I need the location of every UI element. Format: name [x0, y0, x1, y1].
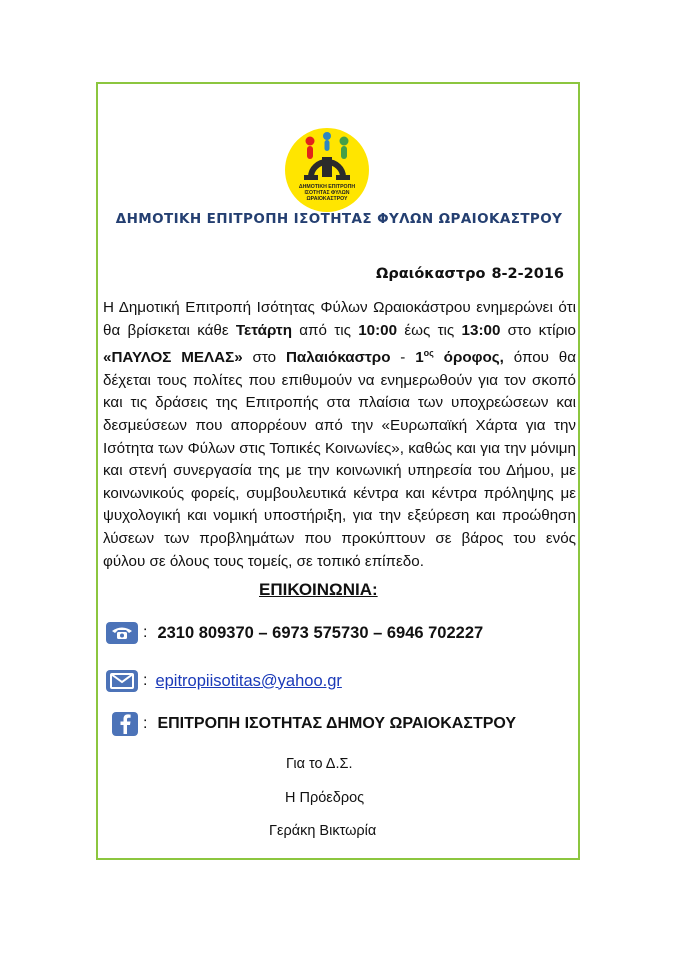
body-from-word: από τις	[291, 321, 359, 339]
email-link[interactable]: epitropiisotitas@yahoo.gr	[155, 671, 342, 690]
body-time-end: 13:00	[461, 321, 501, 339]
body-to-word: έως τις	[397, 321, 462, 339]
signature-name: Γεράκη Βικτωρία	[269, 823, 377, 839]
body-floor-suffix: ος	[423, 348, 434, 359]
body-at-place: στο	[242, 349, 286, 367]
committee-logo-icon	[284, 127, 370, 213]
announcement-body	[103, 297, 576, 573]
envelope-icon	[106, 670, 138, 692]
date-line	[376, 266, 564, 282]
date-place: Ωραιόκαστρο	[376, 266, 486, 282]
phone-separator: :	[143, 624, 148, 641]
phone-row	[106, 622, 483, 644]
facebook-separator: :	[143, 715, 148, 732]
body-at-building: στο κτίριο	[500, 321, 576, 339]
body-day: Τετάρτη	[235, 321, 292, 339]
body-intro: Η Δημοτική Επιτροπή Ισότητας Φύλων Ωραιοκάστρου ενημερώνει ότι θα βρίσκεται κάθε	[103, 299, 576, 339]
facebook-row	[106, 712, 516, 736]
logo-text-line-1: ΔΗΜΟΤΙΚΗ ΕΠΙΤΡΟΠΗ	[298, 184, 356, 190]
body-place: Παλαιόκαστρο	[285, 349, 391, 367]
signature-for-board: Για το Δ.Σ.	[286, 756, 353, 772]
facebook-icon[interactable]	[112, 712, 138, 736]
telephone-icon	[106, 622, 138, 644]
email-row	[106, 670, 342, 692]
date-value: 8-2-2016	[491, 266, 565, 282]
body-floor-word: όροφος,	[433, 349, 504, 367]
body-dash: -	[390, 349, 416, 367]
body-time-start: 10:00	[358, 321, 398, 339]
email-separator: :	[143, 672, 148, 689]
phone-numbers[interactable]: 2310 809370 – 6973 575730 – 6946 702227	[157, 623, 484, 642]
facebook-page-name[interactable]: ΕΠΙΤΡΟΠΗ ΙΣΟΤΗΤΑΣ ΔΗΜΟΥ ΩΡΑΙΟΚΑΣΤΡΟΥ	[157, 715, 517, 732]
signature-role: Η Πρόεδρος	[285, 790, 365, 806]
organization-title: ΔΗΜΟΤΙΚΗ ΕΠΙΤΡΟΠΗ ΙΣΟΤΗΤΑΣ ΦΥΛΩΝ ΩΡΑΙΟΚΑΣΤΡΟΥ	[115, 211, 563, 227]
logo-text-line-2: ΙΣΟΤΗΤΑΣ ΦΥΛΩΝ	[304, 190, 350, 196]
logo-text-line-3: ΩΡΑΙΟΚΑΣΤΡΟΥ	[306, 196, 348, 202]
body-floor-number: 1	[415, 349, 424, 367]
body-building: «ΠΑΥΛΟΣ ΜΕΛΑΣ»	[103, 349, 243, 367]
contact-heading: ΕΠΙΚΟΙΝΩΝΙΑ:	[259, 580, 378, 599]
body-rest: όπου θα δέχεται τους πολίτες που επιθυμούν να ενημερωθούν για τον σκοπό και τις δράσεις της Επιτροπής στα πλαίσια των υποχρεώσεων και δεσμεύσεων που απορρέουν από την «Ευρωπαϊκή Χάρτα για την Ισότητα των Φύλων στις Τοπικές Κοινωνίες», καθώς και για την μόνιμη και στενή συνεργασία της με την κοινωνική υπηρεσία του Δήμου, με κοινωνικούς φορείς, συμβουλευτικά κέντρα και κέντρα πρόληψης με ψυχολογική και νομική υποστήριξη, για την εξεύρεση και προώθηση λύσεων των προβλημάτων που προκύπτουν σε βάρος του ενός φύλου σε όλους τους τομείς, σε τοπικό επίπεδο.	[103, 349, 577, 570]
